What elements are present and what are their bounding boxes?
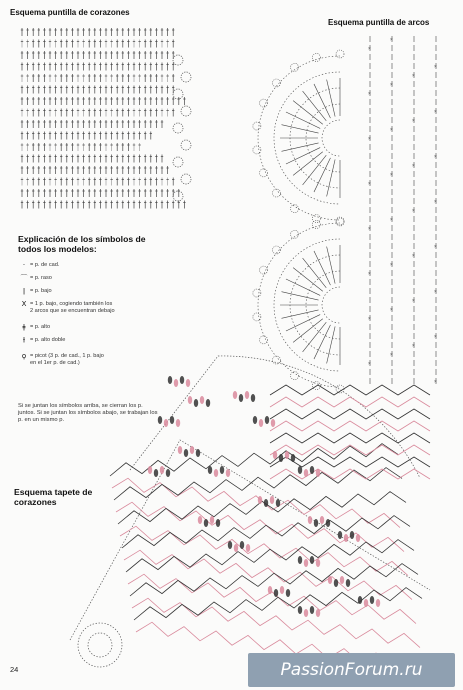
cross-mark: × (434, 244, 437, 250)
cluster-stitch (328, 576, 332, 584)
cluster-stitch (271, 419, 275, 427)
watermark-logo (248, 653, 455, 687)
fan-stitch (303, 258, 327, 288)
picot-loop (273, 246, 281, 254)
cross-mark: × (390, 352, 393, 358)
edge-scallop (173, 157, 183, 167)
edge-scallop (173, 123, 183, 133)
cluster-stitch (208, 466, 212, 474)
cluster-stitch (270, 496, 274, 504)
cluster-stitch (154, 469, 158, 477)
cluster-stitch (160, 466, 164, 474)
picot-loop (253, 122, 261, 130)
cluster-stitch (228, 541, 232, 549)
cluster-stitch (180, 376, 184, 384)
cluster-stitch (226, 469, 230, 477)
cluster-stitch (251, 394, 255, 402)
zigzag-row (118, 492, 406, 524)
zigzag-row (270, 409, 430, 419)
edge-scallop (173, 55, 183, 65)
cross-mark: × (434, 334, 437, 340)
cluster-stitch (291, 454, 295, 462)
cluster-stitch (170, 416, 174, 424)
cluster-stitch (190, 446, 194, 454)
zigzag-row (128, 574, 416, 623)
legend-item (18, 288, 158, 295)
cross-mark: × (434, 199, 437, 205)
arc-row (290, 88, 340, 188)
picot-loop (291, 372, 299, 380)
arc-row (274, 72, 340, 204)
picot-loop (336, 385, 344, 393)
cluster-stitch (265, 416, 269, 424)
fan-stitch (282, 143, 319, 151)
fan-stitch (314, 325, 330, 359)
cluster-stitch (198, 516, 202, 524)
cluster-stitch (316, 609, 320, 617)
cross-mark: × (368, 46, 371, 52)
picot-loop (312, 215, 320, 223)
zigzag-row (120, 526, 408, 575)
fan-stitch (282, 292, 319, 300)
legend-item (18, 262, 158, 269)
cluster-stitch (376, 599, 380, 607)
legend-text: = picot (3 p. de cad., 1 p. bajo en el 1er p. de cad.) (30, 353, 104, 366)
picot-loop (260, 169, 268, 177)
picot-icon: ϙ (21, 352, 27, 360)
cross-mark: × (412, 343, 415, 349)
fan-stitch (327, 326, 335, 363)
picot-loop (273, 356, 281, 364)
picot-loop (260, 336, 268, 344)
fan-stitch (293, 152, 323, 176)
doily-outline (130, 356, 420, 478)
watermark-text: PassionForum.ru (280, 660, 423, 680)
cluster-stitch (358, 596, 362, 604)
cluster-stitch (259, 419, 263, 427)
cluster-stitch (214, 469, 218, 477)
cluster-stitch (276, 499, 280, 507)
page-number: 24 (10, 665, 19, 674)
cluster-stitch (298, 466, 302, 474)
cluster-stitch (246, 544, 250, 552)
picot-loop (253, 313, 261, 321)
cluster-stitch (280, 586, 284, 594)
cluster-stitch (316, 559, 320, 567)
picot-loop (336, 217, 344, 225)
cluster-stitch (200, 396, 204, 404)
fan-stitch (282, 310, 319, 318)
cluster-stitch (148, 466, 152, 474)
picot-loop (312, 220, 320, 228)
arc-row (322, 287, 340, 323)
fan-stitch (286, 315, 320, 331)
cross-mark: × (368, 271, 371, 277)
cross-mark: × (434, 64, 437, 70)
cluster-stitch (304, 609, 308, 617)
zigzag-row (110, 444, 398, 476)
cluster-stitch (298, 606, 302, 614)
picot-loop (291, 205, 299, 213)
cluster-stitch (298, 556, 302, 564)
legend-text: = p. alto doble (30, 337, 66, 343)
cluster-stitch (308, 516, 312, 524)
edge-scallop (181, 106, 191, 116)
cross-mark: × (368, 181, 371, 187)
cluster-stitch (206, 399, 210, 407)
legend-item (18, 337, 158, 344)
zigzag-row (116, 502, 404, 551)
zigzag-row (270, 433, 430, 443)
doily-outline (70, 440, 430, 640)
cluster-stitch (285, 451, 289, 459)
fan-stitch (327, 80, 335, 117)
picot-loop (273, 79, 281, 87)
fan-stitch (282, 125, 319, 133)
fan-stitch (314, 84, 330, 118)
edge-scallop (173, 89, 183, 99)
cross-mark: × (412, 298, 415, 304)
cluster-stitch (344, 534, 348, 542)
cluster-stitch (314, 519, 318, 527)
arc-row (290, 255, 340, 355)
cluster-stitch (186, 379, 190, 387)
cluster-stitch (264, 499, 268, 507)
picot-loop (253, 146, 261, 154)
fan-stitch (286, 148, 320, 164)
cluster-stitch (258, 496, 262, 504)
picot-loop (312, 53, 320, 61)
picot-loop (260, 266, 268, 274)
zigzag-row (134, 588, 422, 620)
cluster-stitch (196, 449, 200, 457)
zigzag-row (126, 540, 414, 572)
cluster-stitch (245, 391, 249, 399)
cluster-stitch (310, 606, 314, 614)
fan-stitch (327, 159, 335, 196)
edge-scallop (181, 140, 191, 150)
cluster-stitch (158, 416, 162, 424)
cluster-stitch (326, 519, 330, 527)
cross-mark: × (412, 208, 415, 214)
cluster-stitch (304, 559, 308, 567)
edge-scallop (181, 174, 191, 184)
legend-text: = p. alto (30, 324, 51, 330)
fan-stitch (303, 322, 327, 352)
picot-loop (336, 50, 344, 58)
picot-loop (253, 289, 261, 297)
cluster-stitch (370, 596, 374, 604)
cluster-stitch (216, 519, 220, 527)
fan-stitch (327, 247, 335, 284)
fan-stitch (314, 251, 330, 285)
cross-mark: × (434, 289, 437, 295)
cross-mark: × (390, 307, 393, 313)
zigzag-row (112, 478, 400, 527)
cluster-stitch (346, 579, 350, 587)
cluster-stitch (364, 599, 368, 607)
heart-edging-title: Esquema puntilla de corazones (10, 8, 130, 17)
cluster-stitch (240, 541, 244, 549)
double-crochet-icon: ǂ (22, 323, 26, 331)
cluster-stitch (274, 589, 278, 597)
picot-loop (312, 382, 320, 390)
legend-item (18, 324, 158, 331)
fan-stitch (286, 279, 320, 295)
picot-loop (273, 189, 281, 197)
cross-mark: × (368, 91, 371, 97)
cluster-stitch (310, 556, 314, 564)
cross-mark: × (368, 226, 371, 232)
stitch-note: Si se juntan los símbolos arriba, se cierran los p. juntos. Si se juntan los símbolos abajo, se trabajan los p. en un mismo p. (18, 403, 158, 423)
stitch-legend (18, 262, 158, 373)
arc-row (306, 104, 340, 172)
legend-item (18, 353, 158, 367)
arc-row (258, 56, 340, 220)
cross-mark: × (368, 361, 371, 367)
cluster-stitch (220, 466, 224, 474)
legend-text: = p. de cad. (30, 262, 60, 268)
arch-edging-title: Esquema puntilla de arcos (328, 18, 430, 27)
cluster-stitch (239, 394, 243, 402)
cross-mark: × (390, 127, 393, 133)
cluster-stitch (253, 416, 257, 424)
cluster-stitch (310, 466, 314, 474)
cross-mark: × (434, 109, 437, 115)
arc-row (274, 239, 340, 371)
legend-title: Explicación de los símbolos de todos los modelos: (18, 234, 146, 254)
doily-center-ring (88, 633, 112, 657)
treble-crochet-icon: ⫲ (22, 336, 26, 344)
fan-stitch (303, 91, 327, 121)
picot-loop (336, 218, 344, 226)
cluster-stitch (268, 586, 272, 594)
cluster-stitch (334, 579, 338, 587)
zigzag-row (122, 516, 410, 548)
chain-stitch-icon: · (22, 261, 26, 269)
cluster-stitch (273, 451, 277, 459)
cluster-stitch (166, 469, 170, 477)
cluster-stitch (194, 399, 198, 407)
cluster-stitch (164, 419, 168, 427)
cluster-stitch (188, 396, 192, 404)
cluster-stitch (286, 589, 290, 597)
cluster-stitch (176, 419, 180, 427)
cross-mark: × (412, 253, 415, 259)
arc-row (258, 223, 340, 387)
zigzag-row (270, 385, 430, 395)
legend-text: = 1 p. bajo, cogiendo también los 2 arcos que se encuentran debajo (30, 301, 115, 314)
picot-loop (260, 99, 268, 107)
doily-center-ring (78, 623, 122, 667)
cluster-stitch (279, 454, 283, 462)
zigzag-row (270, 469, 430, 479)
arc-row (306, 271, 340, 339)
legend-text: = p. raso (30, 275, 52, 281)
cross-mark: × (390, 82, 393, 88)
cluster-stitch (234, 544, 238, 552)
cluster-stitch (316, 469, 320, 477)
cross-mark: × (412, 73, 415, 79)
doily-title: Esquema tapete de corazones (14, 487, 93, 507)
cluster-stitch (304, 469, 308, 477)
cross-mark: × (434, 154, 437, 160)
cluster-stitch (168, 376, 172, 384)
fan-stitch (286, 112, 320, 128)
picot-loop (291, 230, 299, 238)
zigzag-row (270, 421, 430, 431)
zigzag-row (130, 564, 418, 596)
fan-stitch (293, 319, 323, 343)
cluster-stitch (356, 534, 360, 542)
cluster-stitch (233, 391, 237, 399)
edge-scallop (173, 191, 183, 201)
cluster-stitch (174, 379, 178, 387)
cross-mark: × (368, 136, 371, 142)
cross-mark: × (390, 217, 393, 223)
zigzag-row (270, 457, 430, 467)
edge-scallop (181, 72, 191, 82)
cluster-stitch (210, 516, 214, 524)
cross-mark: × (368, 316, 371, 322)
zigzag-row (132, 598, 420, 647)
cluster-stitch (204, 519, 208, 527)
fan-stitch (293, 268, 323, 292)
fan-stitch (293, 101, 323, 125)
cross-mark: × (390, 172, 393, 178)
slip-stitch-icon: ⌒ (20, 274, 28, 282)
cluster-stitch (350, 531, 354, 539)
picot-loop (291, 63, 299, 71)
cross-mark: × (412, 118, 415, 124)
legend-text: = p. bajo (30, 288, 52, 294)
cluster-stitch (340, 576, 344, 584)
cross-mark: × (390, 262, 393, 268)
cross-mark: × (390, 37, 393, 43)
single-crochet-icon: ǀ (22, 287, 26, 295)
zigzag-row (270, 445, 430, 455)
legend-item (18, 301, 158, 315)
fan-stitch (303, 155, 327, 185)
zigzag-row (114, 468, 402, 500)
cluster-stitch (178, 446, 182, 454)
fan-stitch (314, 158, 330, 192)
legend-item (18, 275, 158, 282)
cluster-stitch (184, 449, 188, 457)
zigzag-row (124, 550, 412, 599)
cross-mark: × (412, 163, 415, 169)
cluster-stitch (320, 516, 324, 524)
cross-mark: × (434, 379, 437, 385)
arc-row (322, 120, 340, 156)
cluster-stitch (338, 531, 342, 539)
zigzag-row (270, 397, 430, 407)
crossed-single-crochet-icon: X (21, 300, 27, 308)
